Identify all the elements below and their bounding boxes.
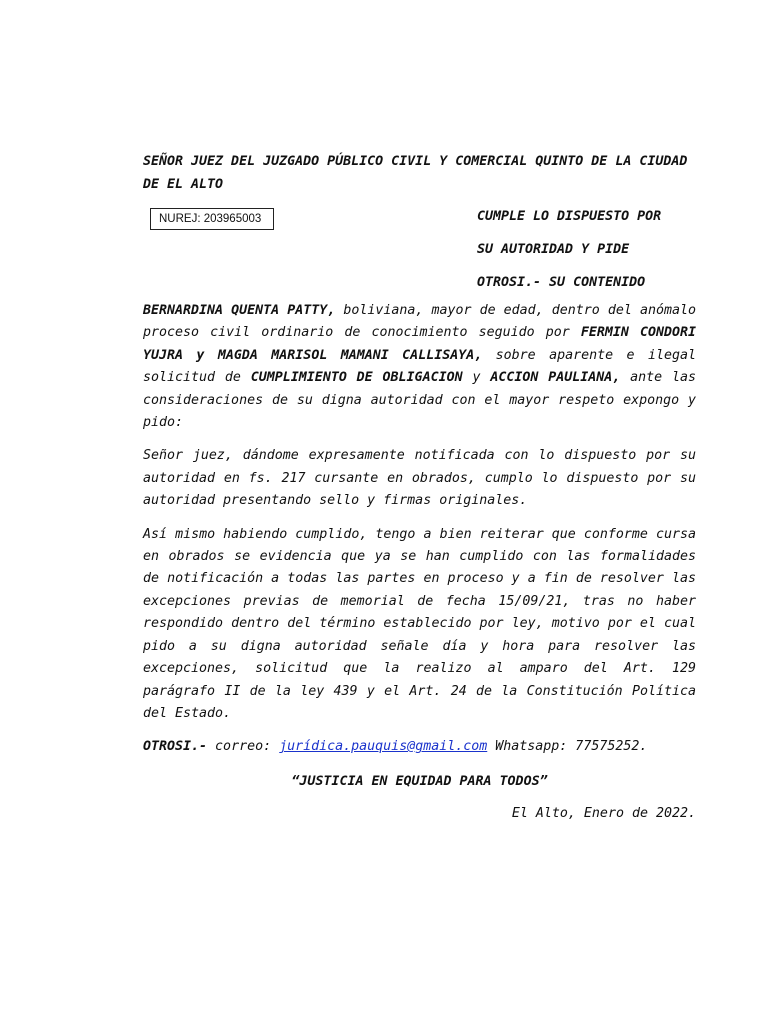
paragraph-request: Así mismo habiendo cumplido, tengo a bien reiterar que conforme cursa en obrados se evidencia que ya se han cumplido con las formalidades de notificación a todas las partes en proceso y a fin de resolver las excepciones previas de memorial de fecha 15/09/21, tras no haber respondido dentro del término establecido por ley, motivo por el cual pido a su digna autoridad señale día y hora para resolver las excepciones, solicitud que la realizo al amparo del Art. 129 parágrafo II de la ley 439 y el Art. 24 de la Constitución Política del Estado. — [143, 526, 696, 721]
claim-2: ACCION PAULIANA, — [490, 370, 621, 386]
petitioner-name: BERNARDINA QUENTA PATTY, — [143, 303, 336, 318]
summary-line-1: CUMPLE LO DISPUESTO POR — [477, 209, 662, 224]
header-row — [143, 200, 696, 300]
intro-text-3: y — [462, 370, 491, 386]
summary-line-2: SU AUTORIDAD Y PIDE — [477, 242, 630, 257]
intro-text-4: ante las consideraciones de su digna autoridad con el mayor respeto expongo y pido: — [143, 370, 696, 431]
otrosi-label: OTROSI.- — [143, 739, 208, 755]
summary-line-3: OTROSI.- SU CONTENIDO — [477, 275, 646, 290]
intro-text-2: sobre aparente e ilegal solicitud de — [143, 347, 696, 386]
intro-text-1: boliviana, mayor de edad, dentro del anómalo proceso civil ordinario de conocimiento seguido por — [143, 303, 696, 341]
motto: “JUSTICIA EN EQUIDAD PARA TODOS” — [291, 773, 548, 789]
summary-block — [477, 200, 696, 299]
nurej-box: NUREJ: 203965003 — [150, 208, 274, 230]
addressee-heading: SEÑOR JUEZ DEL JUZGADO PÚBLICO CIVIL Y COMERCIAL QUINTO DE LA CIUDAD DE EL ALTO — [143, 154, 688, 192]
paragraph-notification: Señor juez, dándome expresamente notificada con lo dispuesto por su autoridad en fs. 217 cursante en obrados, cumplo lo dispuesto por su autoridad presentando sello y firmas originales. — [143, 448, 696, 509]
correo-label: correo: — [207, 739, 280, 755]
paragraph-intro — [143, 300, 696, 434]
otrosi-line — [143, 736, 696, 758]
document-page — [143, 150, 696, 825]
parties-names: FERMIN CONDORI YUJRA y MAGDA MARISOL MAMANI CALLISAYA, — [143, 325, 696, 363]
whatsapp-text: Whatsapp: 77575252. — [487, 739, 648, 755]
email-link[interactable]: jurídica.pauquis@gmail.com — [279, 739, 488, 755]
date-line: El Alto, Enero de 2022. — [511, 805, 696, 821]
claim-1: CUMPLIMIENTO DE OBLIGACION — [250, 370, 463, 386]
